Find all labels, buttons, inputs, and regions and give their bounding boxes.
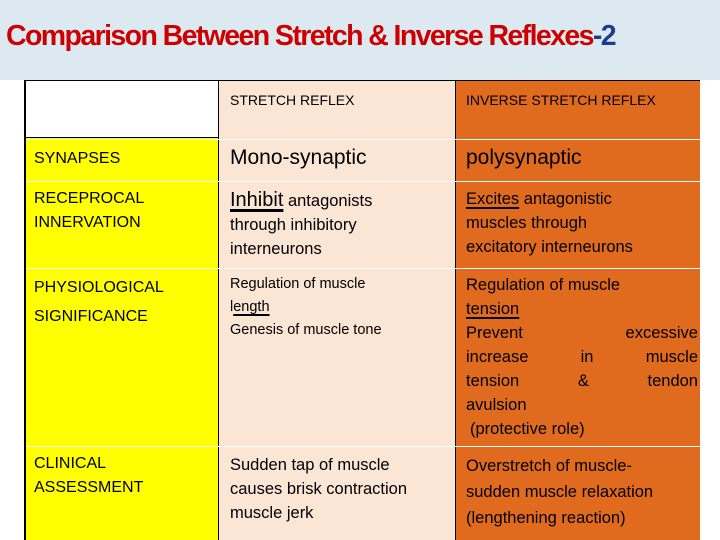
cell-line: tension & tendon <box>466 372 698 390</box>
row-label-line: INNERVATION <box>34 214 141 231</box>
cell-line <box>466 297 698 321</box>
slide-title-number: -2 <box>592 20 616 52</box>
cell-line: excitatory interneurons <box>466 238 633 256</box>
cell-line: Sudden tap of muscle <box>230 456 390 474</box>
cell-line: interneurons <box>230 240 322 258</box>
row-label-synapses: SYNAPSES <box>34 150 121 167</box>
cell-line: Prevent excessive <box>466 324 698 342</box>
table-top-border <box>26 80 700 81</box>
cell-line: causes brisk contraction <box>230 480 407 498</box>
cell-line: avulsion <box>466 396 527 414</box>
synapses-stretch: Mono-synaptic <box>230 146 367 169</box>
row-label-line: PHYSIOLOGICAL <box>34 279 164 296</box>
header-stretch-reflex: STRETCH REFLEX <box>230 92 355 108</box>
slide-title <box>6 20 716 53</box>
row-label-line: CLINICAL <box>34 455 107 472</box>
cell-line: through inhibitory <box>230 216 357 234</box>
row-divider <box>26 139 700 140</box>
reciprocal-inverse <box>466 187 698 259</box>
cell-line <box>466 187 698 211</box>
row-label-line: RECEPROCAL <box>34 190 145 207</box>
slide-title-text: Comparison Between Stretch & Inverse Reflexes <box>6 20 593 52</box>
cell-text: l <box>230 299 234 315</box>
clinical-inverse <box>466 453 698 531</box>
reciprocal-stretch <box>230 188 452 261</box>
cell-line: Genesis of muscle tone <box>230 322 382 338</box>
clinical-stretch <box>230 453 452 525</box>
cell-line: increase in muscle <box>466 348 698 366</box>
row-divider <box>26 446 700 447</box>
cell-text-underlined: ength <box>233 299 270 315</box>
row-label-line: SIGNIFICANCE <box>34 308 148 325</box>
row-divider <box>26 181 700 182</box>
comparison-table <box>24 80 700 540</box>
cell-line: (lengthening reaction) <box>466 509 626 527</box>
synapses-inverse: polysynaptic <box>466 146 582 169</box>
cell-text: antagonists <box>283 192 373 210</box>
row-label-line: ASSESSMENT <box>34 479 144 496</box>
row-label-reciprocal-innervation <box>34 187 214 235</box>
cell-line: Overstretch of muscle- <box>466 457 632 475</box>
cell-line <box>230 188 452 213</box>
keyword-inhibit: Inhibit <box>230 189 284 211</box>
cell-line: sudden muscle relaxation <box>466 483 654 501</box>
physiological-inverse <box>466 273 698 441</box>
cell-text: antagonistic <box>519 190 612 208</box>
physiological-stretch <box>230 273 452 342</box>
cell-line: Regulation of muscle <box>230 276 366 292</box>
header-inverse-stretch-reflex: INVERSE STRETCH REFLEX <box>466 92 656 108</box>
cell-line: Regulation of muscle <box>466 276 621 294</box>
empty-header-cell <box>26 80 218 138</box>
row-label-physiological-significance <box>34 273 214 331</box>
cell-text-underlined: tension <box>466 300 520 318</box>
row-divider <box>26 268 700 269</box>
row-label-clinical-assessment <box>34 452 214 500</box>
cell-line: muscle jerk <box>230 504 314 522</box>
keyword-excites: Excites <box>466 190 520 208</box>
cell-line: (protective role) <box>470 420 585 438</box>
cell-line <box>230 296 452 319</box>
title-bar <box>0 0 720 80</box>
cell-line: muscles through <box>466 214 588 232</box>
